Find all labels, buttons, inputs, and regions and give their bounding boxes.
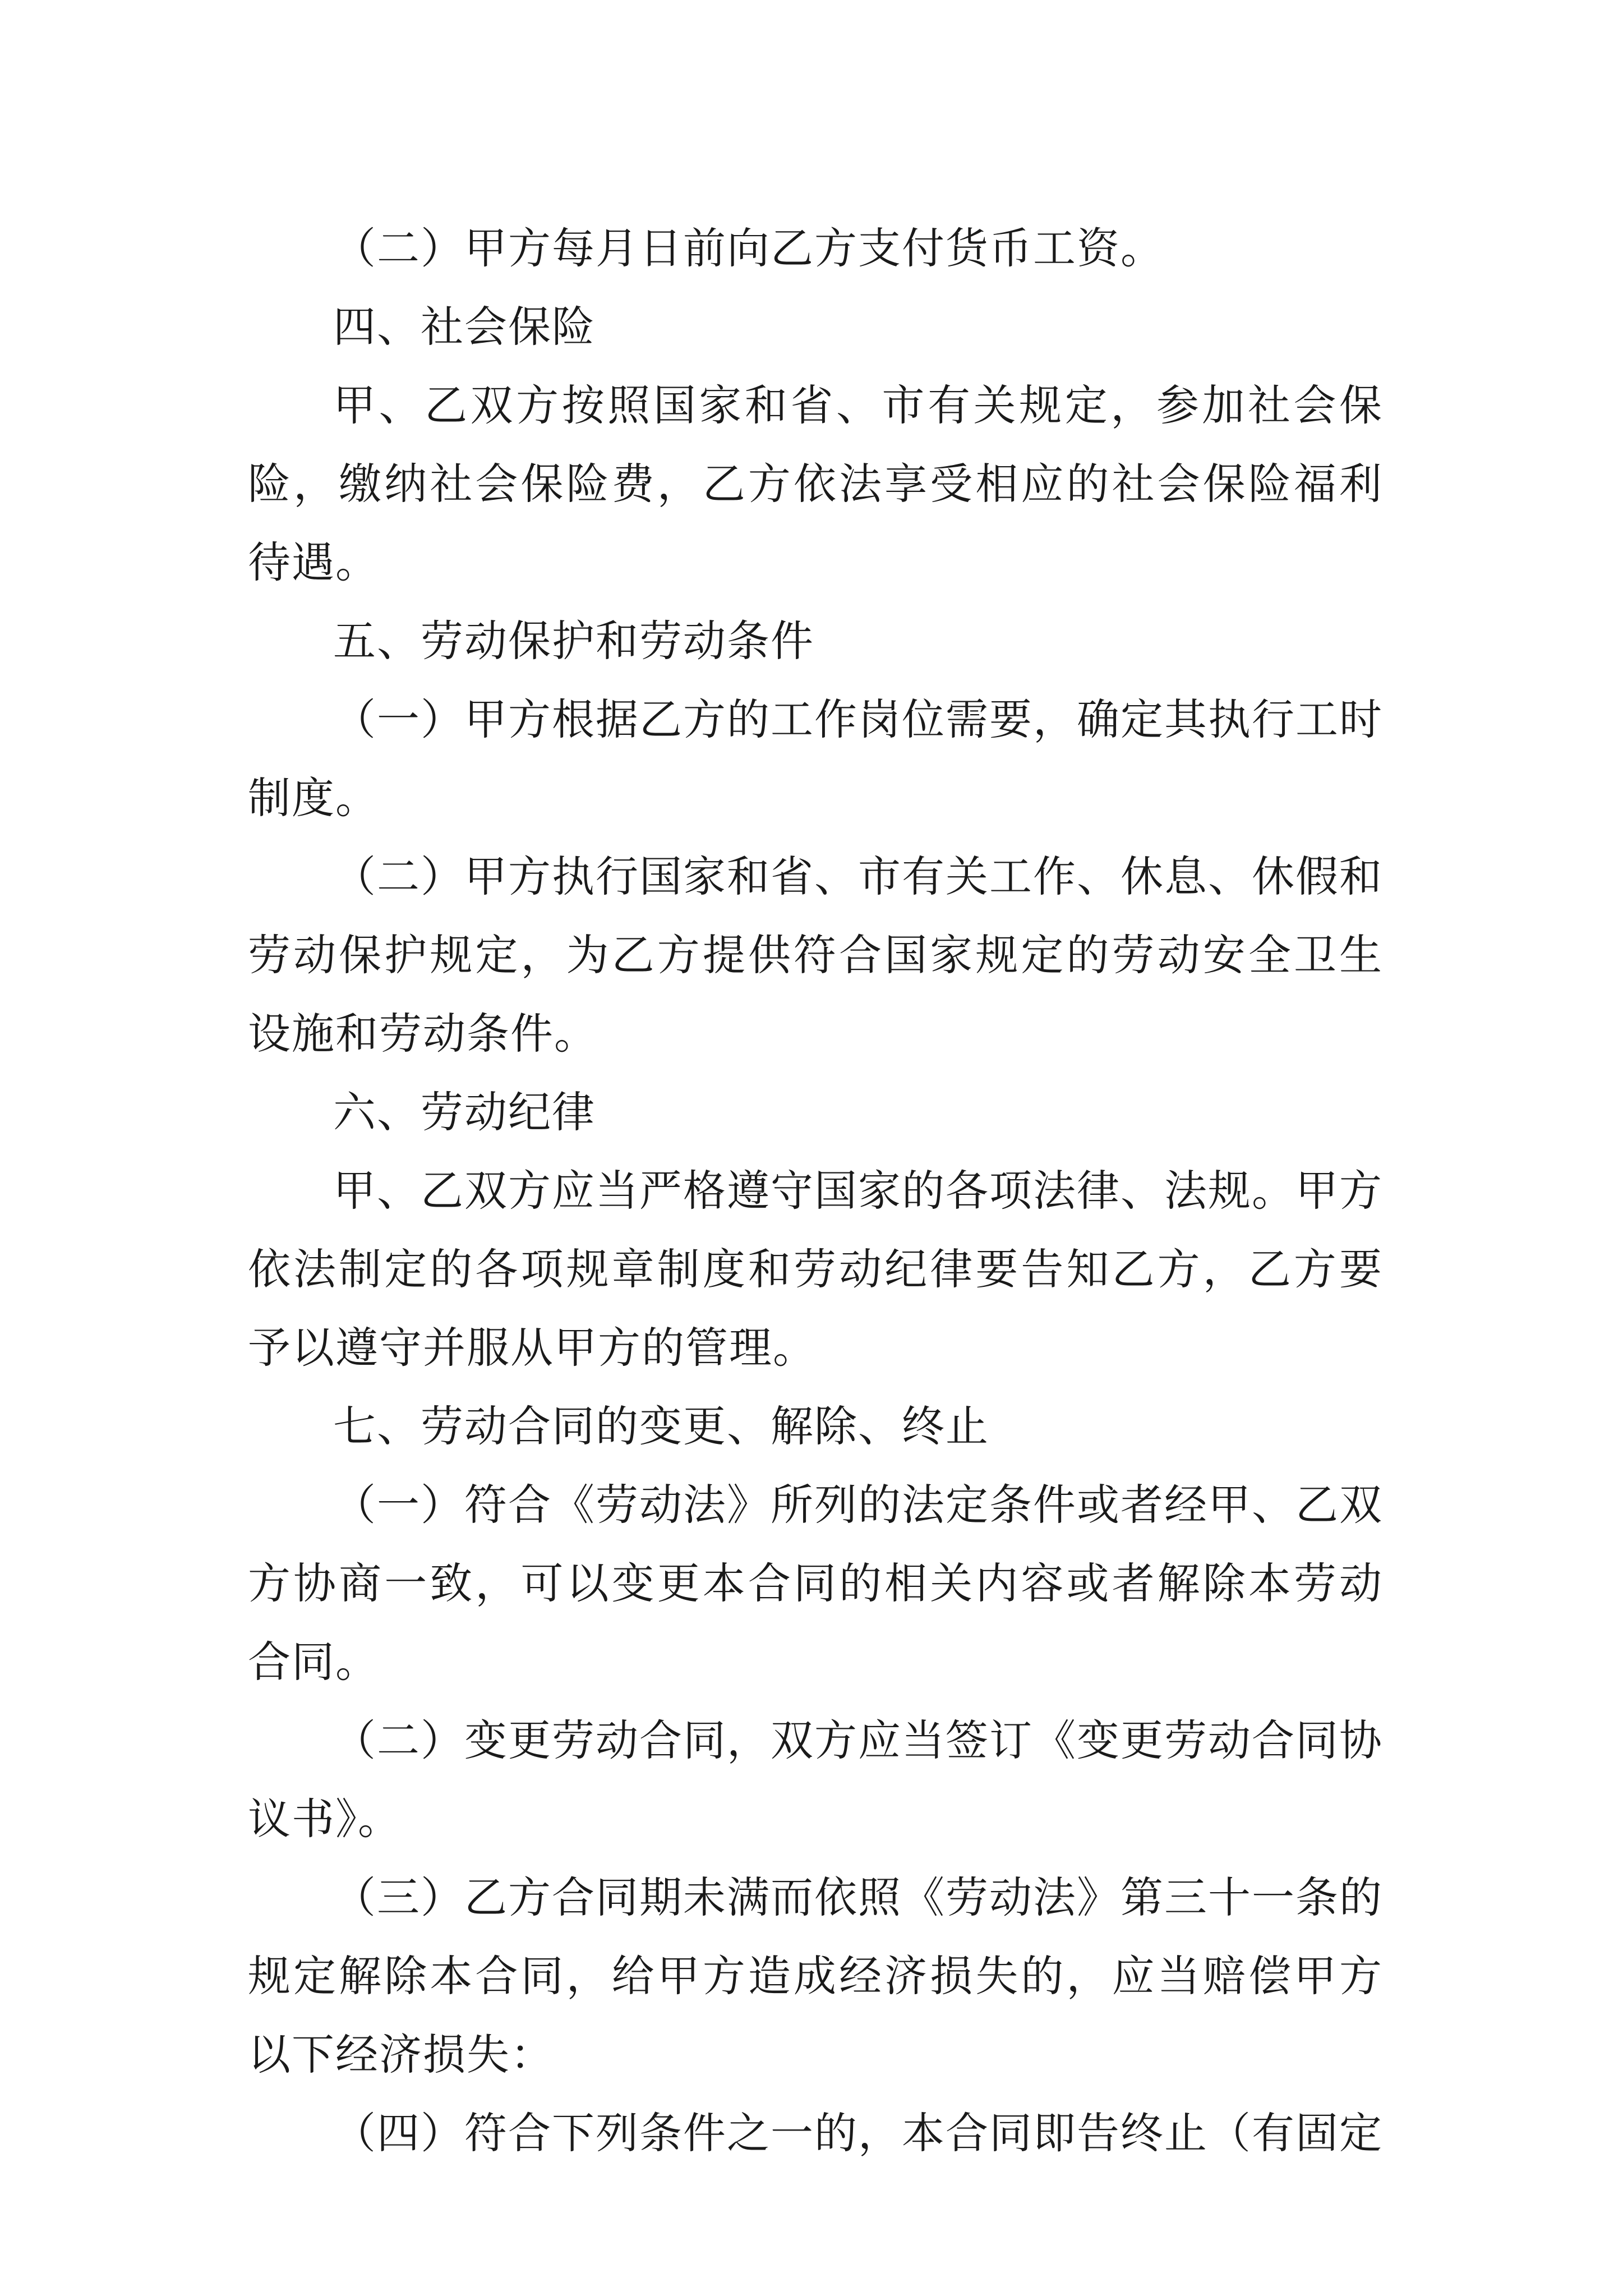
paragraph-termination-conditions: （四）符合下列条件之一的，本合同即告终止（有固定 bbox=[333, 2108, 1383, 2158]
paragraph-labor-discipline: 甲、乙双方应当严格遵守国家的各项法律、法规。甲方依法制定的各项规章制度和劳动纪律要告知乙方，乙方要予以遵守并服从甲方的管理。 bbox=[248, 1166, 1383, 1373]
document-body bbox=[248, 209, 1383, 2173]
section-heading-labor-protection: 五、劳动保护和劳动条件 bbox=[333, 616, 814, 666]
paragraph-contract-modification: （一）符合《劳动法》所列的法定条件或者经甲、乙双方协商一致，可以变更本合同的相关内容或者解除本劳动合同。 bbox=[248, 1480, 1383, 1687]
paragraph-early-termination-compensation: （三）乙方合同期未满而依照《劳动法》第三十一条的规定解除本合同，给甲方造成经济损失的，应当赔偿甲方以下经济损失： bbox=[248, 1872, 1383, 2079]
paragraph-social-insurance: 甲、乙双方按照国家和省、市有关规定，参加社会保险，缴纳社会保险费，乙方依法享受相应的社会保险福利待遇。 bbox=[248, 380, 1383, 587]
paragraph-working-hours: （一）甲方根据乙方的工作岗位需要，确定其执行工时制度。 bbox=[248, 694, 1383, 823]
paragraph-modification-agreement: （二）变更劳动合同，双方应当签订《变更劳动合同协议书》。 bbox=[248, 1715, 1383, 1844]
paragraph-wage-payment: （二）甲方每月日前向乙方支付货币工资。 bbox=[333, 223, 1164, 273]
section-heading-contract-changes: 七、劳动合同的变更、解除、终止 bbox=[333, 1401, 989, 1451]
section-heading-social-insurance: 四、社会保险 bbox=[333, 302, 596, 352]
section-heading-labor-discipline: 六、劳动纪律 bbox=[333, 1087, 596, 1137]
paragraph-safety-conditions: （二）甲方执行国家和省、市有关工作、休息、休假和劳动保护规定，为乙方提供符合国家规定的劳动安全卫生设施和劳动条件。 bbox=[248, 852, 1383, 1059]
